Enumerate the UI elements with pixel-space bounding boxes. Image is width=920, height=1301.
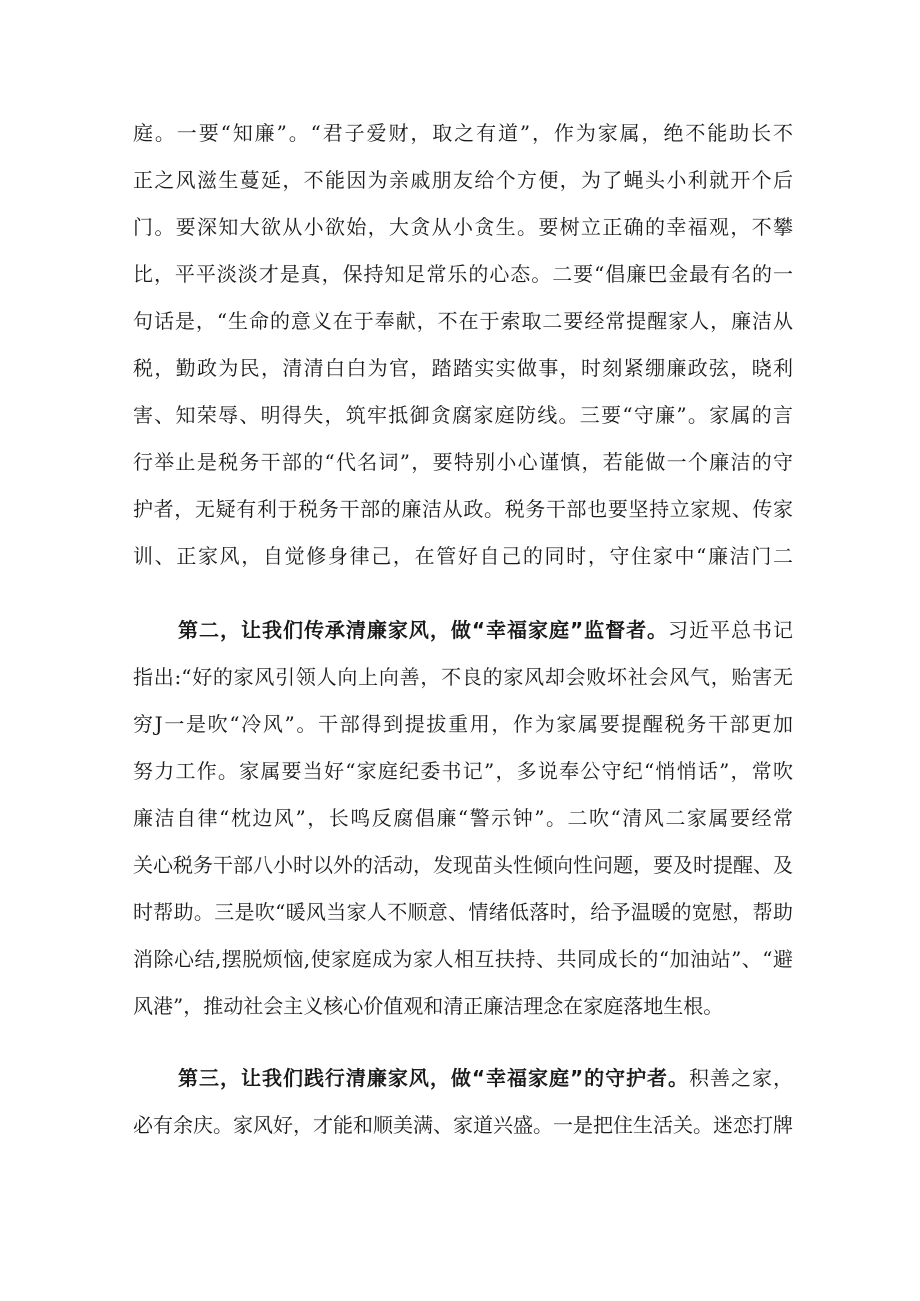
- paragraph-2-first-rest: 习近平总书记: [668, 618, 793, 642]
- paragraph-2-line-7: 时帮助。三是吹“暖风当家人不顺意、情绪低落时，给予温暖的宽慰，帮助: [133, 900, 793, 924]
- paragraph-1-line-5: 句话是，“生命的意义在于奉献，不在于索取二要经常提醒家人，廉洁从: [133, 309, 793, 333]
- paragraph-1-line-3: 门。要深知大欲从小欲始，大贪从小贪生。要树立正确的幸福观，不攀: [133, 215, 793, 239]
- paragraph-2-last-line: 风港”，推动社会主义核心价值观和清正廉洁理念在家庭落地生根。: [133, 994, 724, 1018]
- paragraph-3-line-2: 必有余庆。家风好，才能和顺美满、家道兴盛。一是把住生活关。迷恋打牌: [133, 1113, 793, 1137]
- paragraph-2-line-1: [178, 615, 793, 645]
- paragraph-2-line-6: 关心税务干部八小时以外的活动，发现苗头性倾向性问题，要及时提醒、及: [133, 853, 793, 877]
- paragraph-1-line-8: 行举止是税务干部的“代名词”，要特别小心谨慎，若能做一个廉洁的守: [133, 450, 793, 474]
- paragraph-2-line-8: 消除心结,摆脱烦恼,使家庭成为家人相互扶持、共同成长的“加油站”、“避: [133, 947, 793, 971]
- paragraph-1-line-7: 害、知荣辱、明得失，筑牢抵御贪腐家庭防线。三要“守廉”。家属的言: [133, 403, 793, 427]
- paragraph-2-heading: 第二，让我们传承清廉家风，做“幸福家庭”监督者。: [178, 618, 669, 642]
- paragraph-1-line-2: 正之风滋生蔓延，不能因为亲戚朋友给个方便，为了蝇头小利就开个后: [133, 168, 793, 192]
- paragraph-2-line-2: 指出:“好的家风引领人向上向善，不良的家风却会败坏社会风气，贻害无: [133, 665, 793, 689]
- paragraph-2-line-5: 廉洁自律“枕边风”，长鸣反腐倡廉“警示钟”。二吹“清风二家属要经常: [133, 806, 793, 830]
- paragraph-1-line-4: 比，平平淡淡才是真，保持知足常乐的心态。二要“倡廉巴金最有名的一: [133, 262, 793, 286]
- paragraph-1-line-10: 训、正家风，自觉修身律己，在管好自己的同时，守住家中“廉洁门二: [133, 544, 793, 568]
- paragraph-3-line-1: [178, 1063, 793, 1093]
- paragraph-1-line-6: 税，勤政为民，清清白白为官，踏踏实实做事，时刻紧绷廉政弦，晓利: [133, 356, 793, 380]
- paragraph-1-line-1: 庭。一要“知廉”。“君子爱财，取之有道”，作为家属，绝不能助长不: [133, 121, 793, 145]
- paragraph-3-first-rest: 积善之家，: [689, 1066, 794, 1090]
- paragraph-3-heading: 第三，让我们践行清廉家风，做“幸福家庭”的守护者。: [178, 1066, 690, 1090]
- paragraph-1-line-9: 护者，无疑有利于税务干部的廉洁从政。税务干部也要坚持立家规、传家: [133, 497, 793, 521]
- paragraph-2-line-4: 努力工作。家属要当好“家庭纪委书记”，多说奉公守纪“悄悄话”，常吹: [133, 759, 793, 783]
- paragraph-2-line-3: 穷J一是吹“冷风”。干部得到提拔重用，作为家属要提醒税务干部更加: [133, 712, 793, 736]
